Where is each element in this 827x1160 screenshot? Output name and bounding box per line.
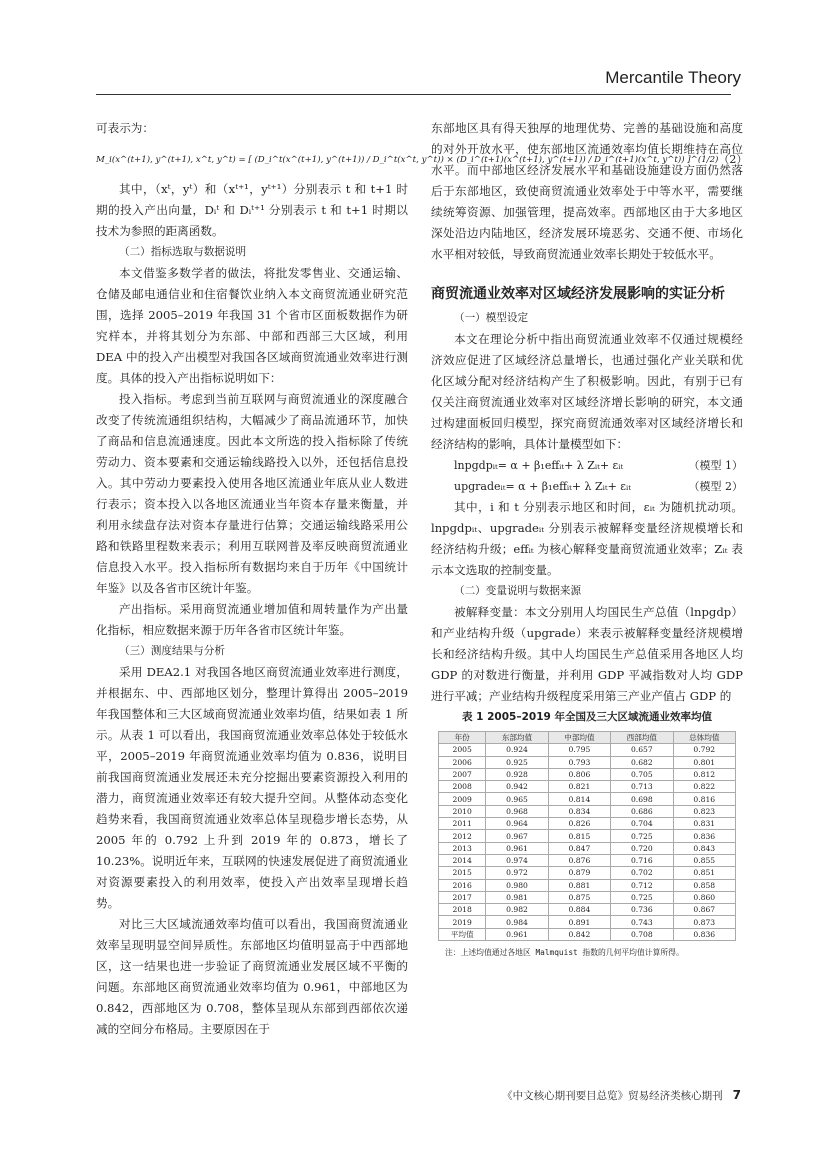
table-cell: 0.967 xyxy=(486,830,548,842)
journal-name: 《中文核心期刊要目总览》贸易经济类核心期刊 xyxy=(502,1090,723,1102)
table-cell: 0.851 xyxy=(673,867,735,879)
section-title: 商贸流通业效率对区域经济发展影响的实证分析 xyxy=(431,286,725,302)
model-1-label: （模型 1） xyxy=(688,459,743,472)
table-row xyxy=(439,805,736,817)
table-cell: 0.826 xyxy=(548,818,610,830)
paragraph: 被解释变量：本文分别用人均国民生产总值（lnpgdp）和产业结构升级（upgrade）来表示被解释变量经济规模增长和经济结构升级。其中人均国民生产总值采用各地区人均 GDP 的对数进行衡量，并利用 GDP 平减指数对人均 GDP 进行平减；产业结构升级程度采用第三产业产值占 GDP 的 xyxy=(431,605,743,703)
table-row xyxy=(439,867,736,879)
table-cell: 0.704 xyxy=(611,818,673,830)
table-row xyxy=(439,916,736,928)
subheading: （二）指标选取与数据说明 xyxy=(119,246,247,258)
table-header-cell: 总体均值 xyxy=(673,732,735,744)
table-cell: 0.712 xyxy=(611,879,673,891)
table-cell: 2011 xyxy=(439,818,486,830)
table-cell: 平均值 xyxy=(439,928,486,940)
table-cell: 0.924 xyxy=(486,744,548,756)
table-cell: 0.705 xyxy=(611,768,673,780)
table-cell: 0.792 xyxy=(673,744,735,756)
right-column xyxy=(431,118,743,959)
table-cell: 0.815 xyxy=(548,830,610,842)
table-cell: 2015 xyxy=(439,867,486,879)
table-cell: 2008 xyxy=(439,781,486,793)
table-cell: 2010 xyxy=(439,805,486,817)
table-cell: 2014 xyxy=(439,854,486,866)
table-cell: 0.698 xyxy=(611,793,673,805)
table-cell: 0.879 xyxy=(548,867,610,879)
paragraph: 本文借鉴多数学者的做法，将批发零售业、交通运输、仓储及邮电通信业和住宿餐饮业纳入本文商贸流通业研究范围，选择 2005–2019 年我国 31 个省市区面板数据作为研究样本，并将其划分为东部、中部和西部三大区域，利用 DEA 中的投入产出模型对我国各区域商贸流通业效率进行测度。具体的投入产出指标说明如下： xyxy=(96,266,408,385)
table-row xyxy=(439,891,736,903)
table-row xyxy=(439,756,736,768)
table-cell: 0.984 xyxy=(486,916,548,928)
table-cell: 0.968 xyxy=(486,805,548,817)
table-cell: 0.858 xyxy=(673,879,735,891)
table-cell: 0.965 xyxy=(486,793,548,805)
table-cell: 0.806 xyxy=(548,768,610,780)
paragraph: 东部地区具有得天独厚的地理优势、完善的基础设施和高度的对外开放水平，使东部地区流通效率均值长期维持在高位水平。而中部地区经济发展水平和基础设施建设方面仍然落后于东部地区，致使商贸流通业效率处于中等水平，需要继续统筹资源、加强管理，提高效率。西部地区由于大多地区深处沿边内陆地区，经济发展环境恶劣、交通不便、市场化水平相对较低，导致商贸流通业效率长期处于较低水平。 xyxy=(431,121,743,261)
table-cell: 0.720 xyxy=(611,842,673,854)
table-cell: 0.981 xyxy=(486,891,548,903)
running-header: Mercantile Theory xyxy=(605,68,741,87)
table-cell: 0.657 xyxy=(611,744,673,756)
table-cell: 0.860 xyxy=(673,891,735,903)
table-header-row xyxy=(439,732,736,744)
table-title: 表 1 2005–2019 年全国及三大区域流通业效率均值 xyxy=(462,711,712,723)
subheading: （一）模型设定 xyxy=(454,312,529,324)
table-cell: 0.823 xyxy=(673,805,735,817)
table-cell: 0.982 xyxy=(486,904,548,916)
table-cell: 0.875 xyxy=(548,891,610,903)
model-1-equation: lnpgdpᵢₜ= α + β₁effᵢₜ+ λ Zᵢₜ+ εᵢₜ xyxy=(454,459,624,472)
table-cell: 0.873 xyxy=(673,916,735,928)
table-cell: 0.816 xyxy=(673,793,735,805)
table-cell: 0.725 xyxy=(611,830,673,842)
table-cell: 0.928 xyxy=(486,768,548,780)
paragraph: 本文在理论分析中指出商贸流通业效率不仅通过规模经济效应促进了区域经济总量增长，也通过强化产业关联和优化区域分配对经济结构产生了积极影响。因此，有别于已有仅关注商贸流通业效率对区域经济增长影响的研究，本文通过构建面板回归模型，探究商贸流通效率对区域经济增长和经济结构的影响，具体计量模型如下： xyxy=(431,332,743,451)
table-cell: 2016 xyxy=(439,879,486,891)
table-row xyxy=(439,854,736,866)
table-cell: 0.964 xyxy=(486,818,548,830)
table-cell: 0.801 xyxy=(673,756,735,768)
table-row xyxy=(439,928,736,940)
paragraph: 对比三大区域流通效率均值可以看出，我国商贸流通业效率呈现明显空间异质性。东部地区均值明显高于中西部地区，这一结果也进一步验证了商贸流通业发展区域不平衡的问题。东部地区商贸流通业效率均值为 0.961，中部地区为 0.842，西部地区为 0.708，整体呈现从东部到西部依次递减的空间分布格局。主要原因在于 xyxy=(96,917,408,1036)
table-cell: 0.836 xyxy=(673,830,735,842)
table-header-cell: 年份 xyxy=(439,732,486,744)
table-row xyxy=(439,781,736,793)
table-body xyxy=(439,744,736,941)
table-cell: 0.682 xyxy=(611,756,673,768)
table-cell: 0.708 xyxy=(611,928,673,940)
efficiency-table xyxy=(438,731,736,941)
table-row xyxy=(439,830,736,842)
table-cell: 0.725 xyxy=(611,891,673,903)
table-cell: 0.842 xyxy=(548,928,610,940)
table-cell: 0.743 xyxy=(611,916,673,928)
table-cell: 0.972 xyxy=(486,867,548,879)
table-cell: 0.867 xyxy=(673,904,735,916)
table-header-cell: 中部均值 xyxy=(548,732,610,744)
table-row xyxy=(439,744,736,756)
paragraph: 其中，i 和 t 分别表示地区和时间，εᵢₜ 为随机扰动项。lnpgdpᵢₜ、upgradeᵢₜ 分别表示被解释变量经济规模增长和经济结构升级；effᵢₜ 为核心解释变量商贸流通业效率；Zᵢₜ 表示本文选取的控制变量。 xyxy=(431,500,743,577)
table-cell: 2018 xyxy=(439,904,486,916)
table-cell: 0.822 xyxy=(673,781,735,793)
table-cell: 0.686 xyxy=(611,805,673,817)
table-cell: 0.876 xyxy=(548,854,610,866)
model-1 xyxy=(431,455,743,476)
table-header-cell: 东部均值 xyxy=(486,732,548,744)
table-row xyxy=(439,842,736,854)
table-cell: 0.821 xyxy=(548,781,610,793)
table-cell: 0.980 xyxy=(486,879,548,891)
formula-body: M_i(x^(t+1), y^(t+1), x^t, y^t) = [ (D_i^t(x^(t+1), y^(t+1)) / D_i^t(x^t, y^t)) × (D_i^(t+1)(x^(t+1), y^(t+1)) / D_i^(t+1)(x^t, y^t)) ]^(1/2) xyxy=(96,155,719,165)
paragraph: 其中，（xᵗ，yᵗ）和（xᵗ⁺¹，yᵗ⁺¹）分别表示 t 和 t+1 时期的投入产出向量，Dᵢᵗ 和 Dᵢᵗ⁺¹ 分别表示 t 和 t+1 时期以技术为参照的距离函数。 xyxy=(96,182,408,238)
model-2-label: （模型 2） xyxy=(688,480,743,493)
intro-line: 可表示为： xyxy=(96,121,154,135)
table-cell: 0.881 xyxy=(548,879,610,891)
table-row xyxy=(439,793,736,805)
subheading: （三）测度结果与分析 xyxy=(119,645,225,657)
paragraph: 产出指标。采用商贸流通业增加值和周转量作为产出量化指标，相应数据来源于历年各省市区统计年鉴。 xyxy=(96,602,408,637)
table-row xyxy=(439,879,736,891)
table-cell: 0.891 xyxy=(548,916,610,928)
table-cell: 0.974 xyxy=(486,854,548,866)
table-cell: 0.847 xyxy=(548,842,610,854)
page-footer xyxy=(502,1088,741,1103)
table-cell: 0.814 xyxy=(548,793,610,805)
table-cell: 0.795 xyxy=(548,744,610,756)
table-cell: 0.736 xyxy=(611,904,673,916)
table-cell: 2013 xyxy=(439,842,486,854)
table-cell: 2009 xyxy=(439,793,486,805)
table-cell: 0.793 xyxy=(548,756,610,768)
table-cell: 2012 xyxy=(439,830,486,842)
table-cell: 2006 xyxy=(439,756,486,768)
table-cell: 2007 xyxy=(439,768,486,780)
table-cell: 0.702 xyxy=(611,867,673,879)
table-cell: 0.961 xyxy=(486,928,548,940)
paragraph: 投入指标。考虑到当前互联网与商贸流通业的深度融合改变了传统流通组织结构，大幅减少了商品流通环节，加快了商品和信息流通速度。因此本文所选的投入指标除了传统劳动力、资本要素和交通运输线路投入以外，还包括信息投入。其中劳动力要素投入使用各地区流通业年底从业人数进行表示；资本投入以各地区流通业当年资本存量来衡量，并利用永续盘存法对资本存量进行估算；交通运输线路采用公路和铁路里程数来表示；利用互联网普及率反映商贸流通业信息投入水平。投入指标所有数据均来自于历年《中国统计年鉴》以及各省市区统计年鉴。 xyxy=(96,392,408,595)
subheading: （二）变量说明与数据来源 xyxy=(454,585,582,597)
table-cell: 0.942 xyxy=(486,781,548,793)
table-cell: 0.836 xyxy=(673,928,735,940)
model-2-equation: upgradeᵢₜ= α + β₁effᵢₜ+ λ Zᵢₜ+ εᵢₜ xyxy=(454,480,631,493)
table-cell: 2019 xyxy=(439,916,486,928)
table-row xyxy=(439,768,736,780)
malmquist-formula xyxy=(96,145,748,175)
formula-number: （2） xyxy=(718,153,748,166)
table-cell: 0.716 xyxy=(611,854,673,866)
page-number: 7 xyxy=(732,1088,741,1102)
table-note: 注：上述均值通过各地区 Malmquist 指数的几何平均值计算所得。 xyxy=(445,948,684,958)
table-cell: 0.843 xyxy=(673,842,735,854)
table-cell: 0.925 xyxy=(486,756,548,768)
table-cell: 0.831 xyxy=(673,818,735,830)
table-cell: 0.834 xyxy=(548,805,610,817)
header-rule xyxy=(96,94,731,95)
table-cell: 0.961 xyxy=(486,842,548,854)
table-cell: 0.855 xyxy=(673,854,735,866)
table-cell: 2005 xyxy=(439,744,486,756)
table-cell: 0.884 xyxy=(548,904,610,916)
paragraph: 采用 DEA2.1 对我国各地区商贸流通业效率进行测度，并根据东、中、西部地区划分，整理计算得出 2005–2019 年我国整体和三大区域商贸流通业效率均值，结果如表 1 所示。从表 1 可以看出，我国商贸流通业效率总体处于较低水平，2005–2019 年商贸流通业效率均值为 0.836，说明目前我国商贸流通业发展还未充分挖掘出要素资源投入利用的潜力，商贸流通业效率还有较大提升空间。从整体动态变化趋势来看，我国商贸流通业效率总体呈现稳步增长态势，从 2005 年的 0.792 上升到 2019 年的 0.873，增长了 10.23%。说明近年来，互联网的快速发展促进了商贸流通业对资源要素投入的利用效率，使投入产出效率呈现增长趋势。 xyxy=(96,665,408,910)
table-header-cell: 西部均值 xyxy=(611,732,673,744)
table-cell: 2017 xyxy=(439,891,486,903)
table-cell: 0.713 xyxy=(611,781,673,793)
table-cell: 0.812 xyxy=(673,768,735,780)
table-row xyxy=(439,818,736,830)
model-2 xyxy=(431,476,743,497)
table-row xyxy=(439,904,736,916)
